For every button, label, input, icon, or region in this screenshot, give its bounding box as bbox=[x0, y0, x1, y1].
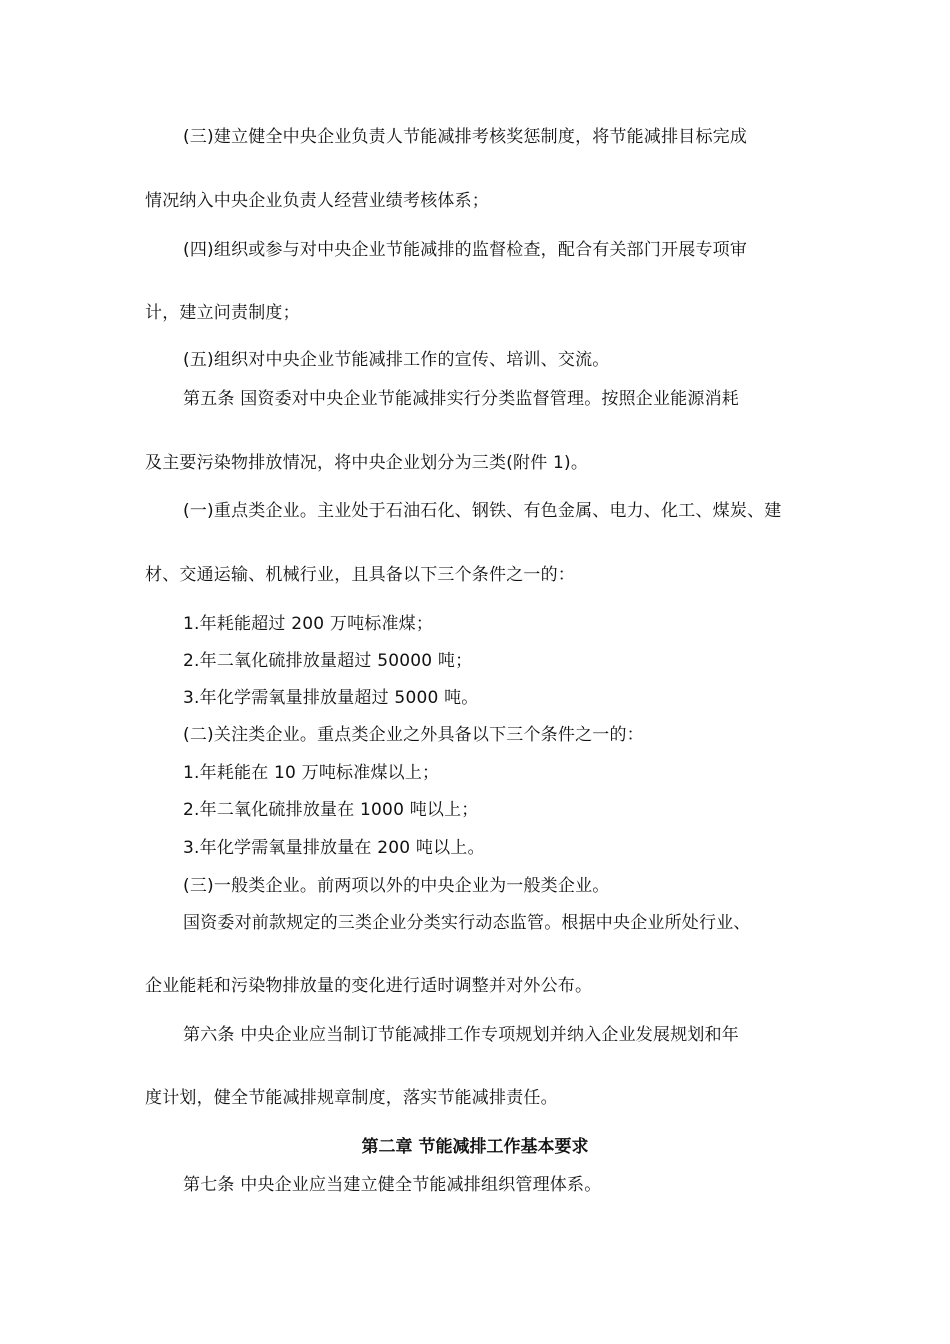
paragraph-line: 国资委对前款规定的三类企业分类实行动态监管。根据中央企业所处行业、 bbox=[183, 913, 751, 933]
paragraph-line: 2.年二氧化硫排放量在 1000 吨以上； bbox=[183, 800, 479, 820]
paragraph-line: 第六条 中央企业应当制订节能减排工作专项规划并纳入企业发展规划和年 bbox=[183, 1025, 740, 1045]
paragraph-line: (三)一般类企业。前两项以外的中央企业为一般类企业。 bbox=[183, 876, 610, 896]
paragraph-line: 2.年二氧化硫排放量超过 50000 吨； bbox=[183, 651, 473, 671]
paragraph-line: 1.年耗能超过 200 万吨标准煤； bbox=[183, 614, 434, 634]
paragraph-line: 企业能耗和污染物排放量的变化进行适时调整并对外公布。 bbox=[145, 976, 593, 996]
paragraph-line: (三)建立健全中央企业负责人节能减排考核奖惩制度，将节能减排目标完成 bbox=[183, 127, 748, 147]
paragraph-line: 计，建立问责制度； bbox=[145, 303, 300, 323]
paragraph-line: 1.年耗能在 10 万吨标准煤以上； bbox=[183, 763, 440, 783]
paragraph-line: 及主要污染物排放情况，将中央企业划分为三类(附件 1)。 bbox=[145, 453, 589, 473]
paragraph-line: 第七条 中央企业应当建立健全节能减排组织管理体系。 bbox=[183, 1175, 602, 1195]
paragraph-line: (五)组织对中央企业节能减排工作的宣传、培训、交流。 bbox=[183, 350, 610, 370]
paragraph-line: 度计划，健全节能减排规章制度，落实节能减排责任。 bbox=[145, 1088, 558, 1108]
paragraph-line: (一)重点类企业。主业处于石油石化、钢铁、有色金属、电力、化工、煤炭、建 bbox=[183, 501, 782, 521]
paragraph-line: 3.年化学需氧量排放量在 200 吨以上。 bbox=[183, 838, 485, 858]
chapter-heading: 第二章 节能减排工作基本要求 bbox=[361, 1137, 589, 1157]
paragraph-line: (二)关注类企业。重点类企业之外具备以下三个条件之一的： bbox=[183, 725, 644, 745]
paragraph-line: 材、交通运输、机械行业，且具备以下三个条件之一的： bbox=[145, 565, 575, 585]
paragraph-line: (四)组织或参与对中央企业节能减排的监督检查，配合有关部门开展专项审 bbox=[183, 240, 748, 260]
paragraph-line: 情况纳入中央企业负责人经营业绩考核体系； bbox=[145, 191, 489, 211]
paragraph-line: 第五条 国资委对中央企业节能减排实行分类监督管理。按照企业能源消耗 bbox=[183, 389, 740, 409]
paragraph-line: 3.年化学需氧量排放量超过 5000 吨。 bbox=[183, 688, 479, 708]
